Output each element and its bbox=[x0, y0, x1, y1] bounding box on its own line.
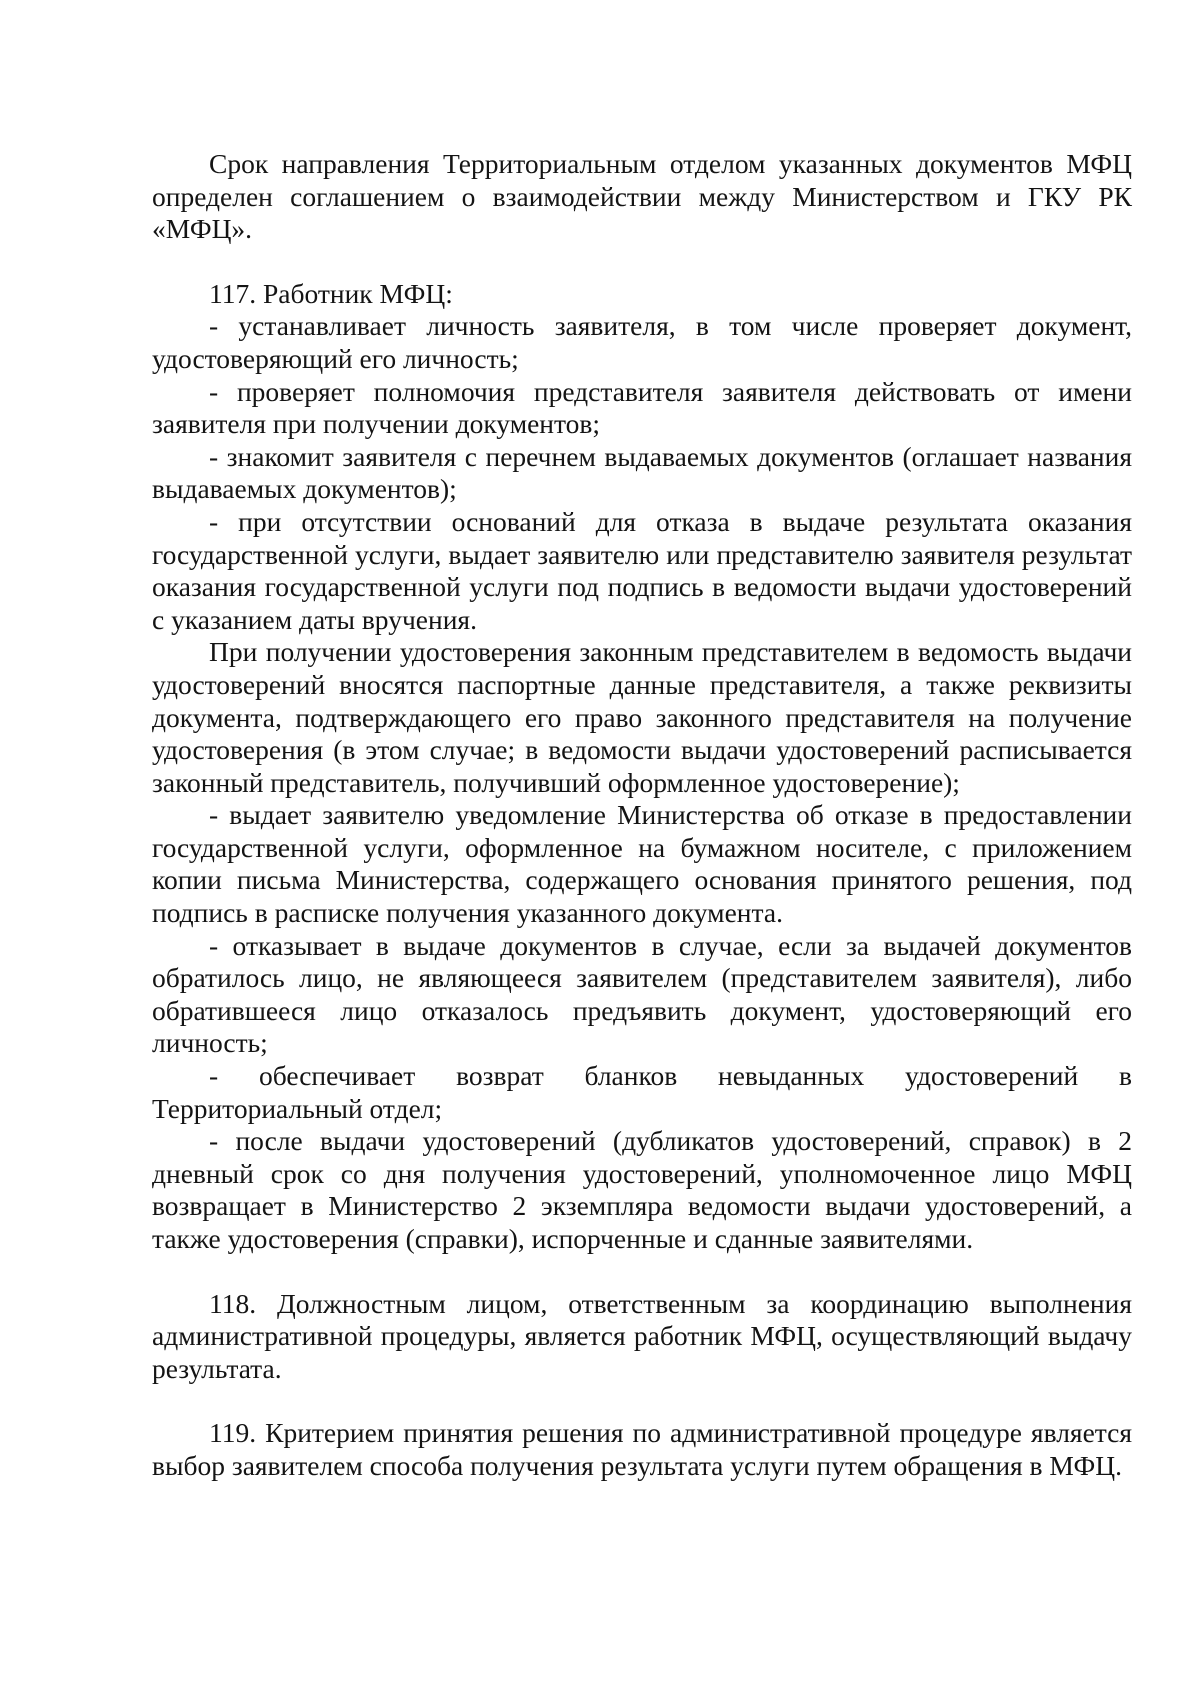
paragraph-item-119: 119. Критерием принятия решения по административной процедуре является выбор заявителем способа получения результата услуги путем обращения в МФЦ. bbox=[152, 1417, 1132, 1481]
paragraph-refusal-to-issue: - отказывает в выдаче документов в случае, если за выдачей документов обратилось лицо, не являющееся заявителем (представителем заявителя), либо обратившееся лицо отказалось предъявить документ, удостоверяющий его личность; bbox=[152, 929, 1132, 1059]
paragraph-document-list: - знакомит заявителя с перечнем выдаваемых документов (оглашает названия выдаваемых документов); bbox=[152, 440, 1132, 505]
paragraph-intro: Срок направления Территориальным отделом указанных документов МФЦ определен соглашением о взаимодействии между Министерством и ГКУ РК «МФЦ». bbox=[152, 148, 1132, 245]
paragraph-legal-representative: При получении удостоверения законным представителем в ведомость выдачи удостоверений вносятся паспортные данные представителя, а также реквизиты документа, подтверждающего его право законного представителя на получение удостоверения (в этом случае; в ведомости выдачи удостоверений расписывается законный представитель, получивший оформленное удостоверение); bbox=[152, 636, 1132, 798]
paragraph-identity-check: - устанавливает личность заявителя, в том числе проверяет документ, удостоверяющий его личность; bbox=[152, 310, 1132, 374]
paragraph-return-statements: - после выдачи удостоверений (дубликатов удостоверений, справок) в 2 дневный срок со дня получения удостоверений, уполномоченное лицо МФЦ возвращает в Министерство 2 экземпляра ведомости выдачи удостоверений, а также удостоверения (справки), испорченные и сданные заявителями. bbox=[152, 1125, 1132, 1254]
paragraph-refusal-notice: - выдает заявителю уведомление Министерства об отказе в предоставлении государственной услуги, оформленное на бумажном носителе, с приложением копии письма Министерства, содержащего основания принятого решения, под подпись в расписке получения указанного документа. bbox=[152, 799, 1132, 929]
paragraph-item-118: 118. Должностным лицом, ответственным за координацию выполнения административной процедуры, является работник МФЦ, осуществляющий выдачу результата. bbox=[152, 1287, 1132, 1384]
document-body bbox=[152, 148, 1132, 1483]
paragraph-return-blanks: - обеспечивает возврат бланков невыданных удостоверений в Территориальный отдел; bbox=[152, 1060, 1132, 1124]
paragraph-item-117-heading: 117. Работник МФЦ: bbox=[209, 277, 453, 309]
paragraph-issue-result: - при отсутствии оснований для отказа в выдаче результата оказания государственной услуги, выдает заявителю или представителю заявителя результат оказания государственной услуги под подпись в ведомости выдачи удостоверений с указанием даты вручения. bbox=[152, 505, 1132, 635]
paragraph-authority-check: - проверяет полномочия представителя заявителя действовать от имени заявителя при получении документов; bbox=[152, 375, 1132, 440]
